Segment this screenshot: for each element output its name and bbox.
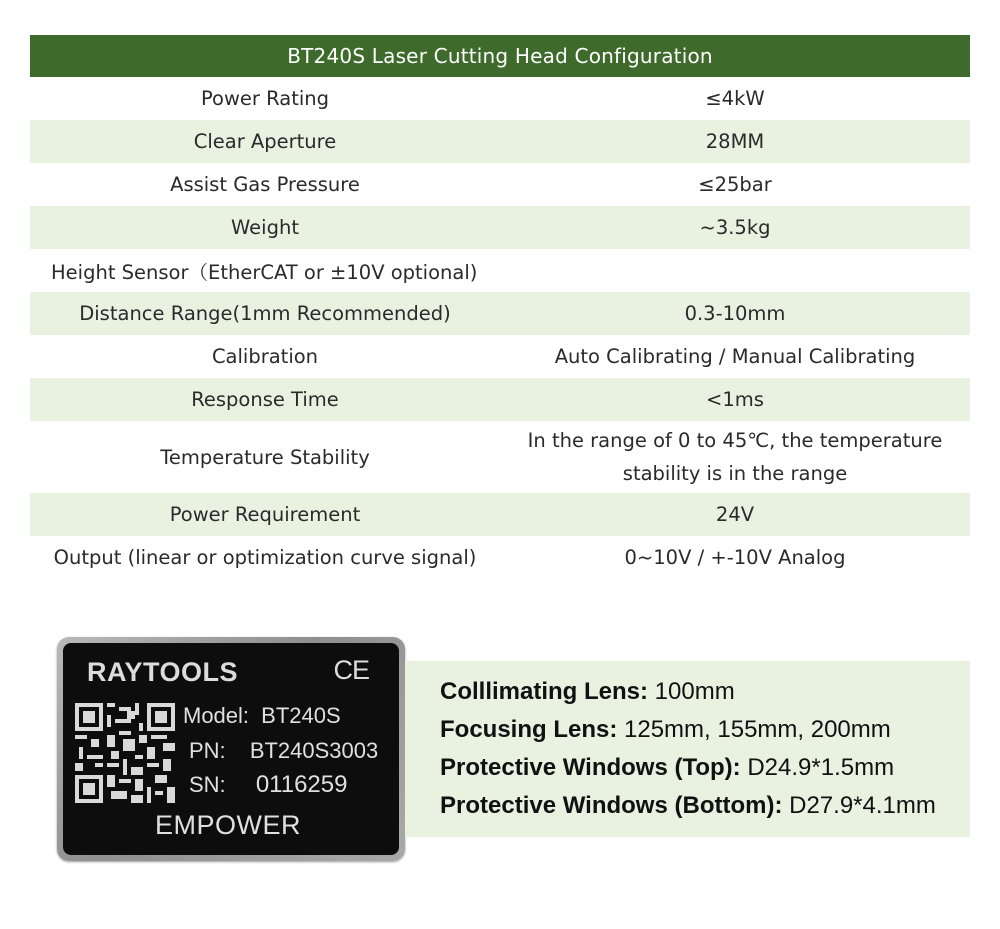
row-value: ~3.5kg <box>699 216 771 239</box>
row-label: Calibration <box>211 345 319 368</box>
sn-label: SN: <box>189 772 226 797</box>
row-value: Auto Calibrating / Manual Calibrating <box>554 345 916 368</box>
row-label: Distance Range(1mm Recommended) <box>79 302 451 325</box>
row-value: ≤4kW <box>705 87 765 110</box>
table-row <box>30 335 970 378</box>
brand-logo: RAYTOOLS <box>87 657 239 687</box>
sn-value: 0116259 <box>255 771 348 798</box>
lens-value: 100mm <box>648 678 735 705</box>
lens-key: Focusing Lens: <box>440 716 618 743</box>
row-value: 0.3-10mm <box>684 302 786 325</box>
row-value-line: stability is in the range <box>622 462 848 485</box>
table-row <box>30 421 970 493</box>
plate-footer: EMPOWER <box>155 810 302 840</box>
model-label: Model: <box>183 703 250 728</box>
table-row <box>30 292 970 335</box>
sn-line <box>189 771 347 799</box>
section-label: Height Sensor（EtherCAT or ±10V optional) <box>51 260 478 284</box>
lens-spec-panel <box>405 661 970 837</box>
table-row <box>30 206 970 249</box>
pn-value: BT240S3003 <box>249 738 379 763</box>
row-value: 0~10V / +-10V Analog <box>624 546 846 569</box>
model-line <box>183 703 341 729</box>
lens-key: Protective Windows (Bottom): <box>440 792 783 819</box>
qr-code-icon <box>75 703 175 803</box>
row-label: Weight <box>231 216 299 239</box>
row-value: 24V <box>715 503 755 526</box>
lens-item <box>440 749 970 787</box>
table-row <box>30 378 970 421</box>
lens-item <box>440 787 970 825</box>
row-value: <1ms <box>706 388 764 411</box>
row-value: 28MM <box>705 130 765 153</box>
lens-value: D27.9*4.1mm <box>782 792 936 819</box>
lens-key: Colllimating Lens: <box>440 678 649 705</box>
table-row <box>30 493 970 536</box>
pn-label: PN: <box>189 738 226 763</box>
row-label: Assist Gas Pressure <box>170 173 360 196</box>
row-label: Response Time <box>191 388 339 411</box>
row-label: Temperature Stability <box>160 445 370 469</box>
table-row <box>30 77 970 120</box>
row-label: Output (linear or optimization curve signal) <box>53 546 477 569</box>
lens-item <box>440 673 970 711</box>
row-value: ≤25bar <box>698 173 772 196</box>
pn-line <box>189 738 378 764</box>
table-row <box>30 120 970 163</box>
spec-table <box>30 35 970 579</box>
row-value <box>500 424 970 490</box>
row-label: Clear Aperture <box>193 130 337 153</box>
model-value: BT240S <box>261 703 341 728</box>
row-label: Power Requirement <box>169 503 361 526</box>
row-label: Power Rating <box>200 87 330 110</box>
lens-value: 125mm, 155mm, 200mm <box>617 716 891 743</box>
lens-key: Protective Windows (Top): <box>440 754 741 781</box>
table-row <box>30 163 970 206</box>
nameplate-face <box>63 643 399 855</box>
table-row-section <box>30 249 970 292</box>
row-value-line: In the range of 0 to 45℃, the temperature <box>527 429 943 452</box>
ce-mark-icon: CE <box>333 655 369 685</box>
table-title: BT240S Laser Cutting Head Configuration <box>30 35 970 77</box>
product-nameplate <box>57 637 405 861</box>
lens-item <box>440 711 970 749</box>
lens-value: D24.9*1.5mm <box>740 754 895 781</box>
table-row <box>30 536 970 579</box>
